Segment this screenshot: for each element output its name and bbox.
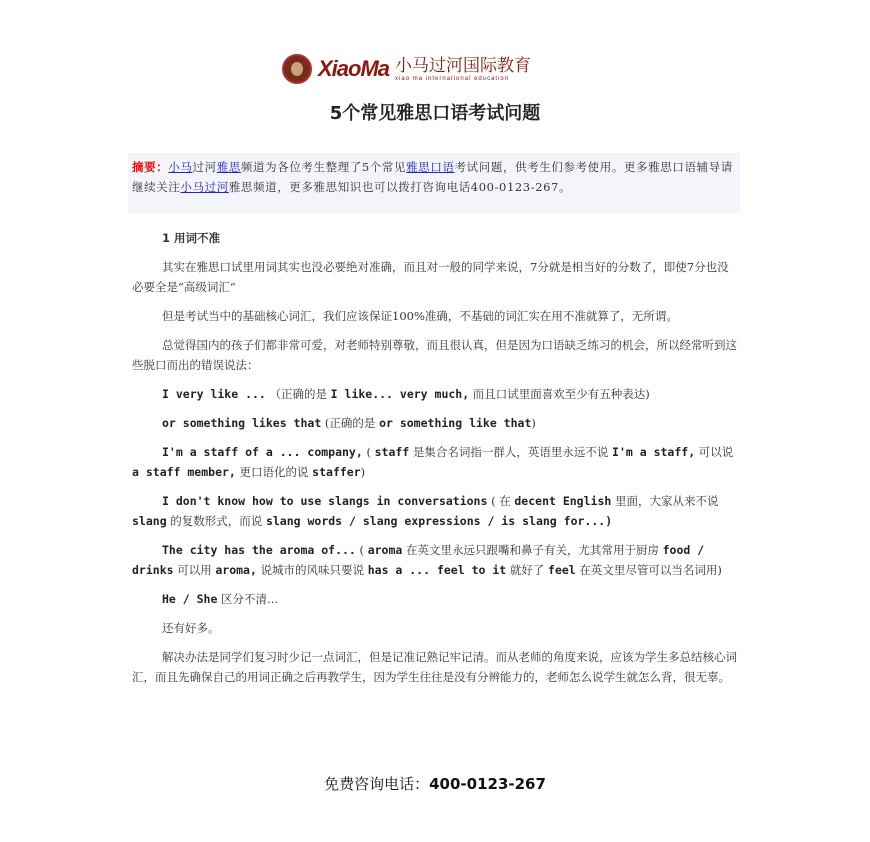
english-example: or something likes that [162, 416, 322, 430]
paragraph-text: 其实在雅思口试里用词其实也没必要绝对准确，而且对一般的同学来说，7分就是相当好的分数了，即使7分也没必要全是“高级词汇“ [132, 260, 729, 294]
english-example: or something like that [379, 416, 532, 430]
summary-link[interactable]: 小马 [168, 160, 193, 174]
paragraph-text: ( [355, 543, 368, 557]
footer-label: 免费咨询电话： [324, 775, 430, 793]
paragraph-text: 就好了 [506, 563, 549, 577]
paragraph-text: ) [360, 465, 366, 479]
paragraph-text: 更口语化的说 [235, 465, 313, 479]
paragraph-text: （正确的是 [265, 387, 331, 401]
logo-emblem-icon [282, 54, 312, 84]
paragraph [132, 442, 738, 482]
english-example: I'm a staff, [612, 445, 696, 459]
paragraph [132, 491, 738, 531]
english-example: He / She [162, 592, 218, 606]
paragraph-text: 还有好多。 [162, 621, 220, 635]
summary-text: 频道为各位考生整理了5个常见 [240, 160, 407, 174]
section-heading: 1 用词不准 [162, 231, 221, 245]
paragraph-text: 可以用 [173, 563, 216, 577]
paragraph-text: 但是考试当中的基础核心词汇，我们应该保证100%准确，不基础的词汇实在用不准就算了，无所谓。 [162, 309, 678, 323]
paragraph-text: 在英文里尽管可以当名词用) [575, 563, 722, 577]
paragraph [132, 589, 738, 609]
paragraph-text: 在英文里永远只跟嘴和鼻子有关，尤其常用于厨房 [402, 543, 663, 557]
english-example: staff [374, 445, 410, 459]
summary-label: 摘要： [132, 160, 169, 174]
english-example: aroma, [215, 563, 257, 577]
paragraph-text: ( [362, 445, 375, 459]
paragraph [132, 257, 738, 297]
english-example: The city has the aroma of... [162, 543, 356, 557]
paragraph-text: 解决办法是同学们复习时少记一点词汇，但是记准记熟记牢记清。而从老师的角度来说，应该为学生多总结核心词汇，而且先确保自己的用词正确之后再教学生，因为学生往往是没有分辨能力的，老师怎么说学生就怎么背，很无辜。 [132, 650, 737, 684]
summary-box [128, 153, 740, 213]
summary-text: 过河 [192, 160, 217, 174]
summary-link[interactable]: 雅思 [216, 160, 241, 174]
english-example: aroma [367, 543, 403, 557]
english-example: I like... very much, [330, 387, 470, 401]
logo-text-cn: 小马过河国际教育 [395, 55, 532, 76]
english-example: a staff member, [132, 465, 236, 479]
english-example: I very like ... [162, 387, 266, 401]
summary-text: 雅思频道，更多雅思知识也可以拨打咨询电话400-0123-267。 [228, 180, 572, 194]
logo [282, 52, 592, 86]
english-example: feel [548, 563, 576, 577]
english-example: slang words / slang expressions / is slang for...) [265, 514, 613, 528]
paragraph-text: 里面，大家从来不说 [611, 494, 719, 508]
english-example: I'm a staff of a ... company, [162, 445, 363, 459]
paragraph-text: (正确的是 [321, 416, 380, 430]
english-example: slang [132, 514, 167, 528]
paragraph-text: 区分不清... [217, 592, 279, 606]
english-example: has a ... feel to it [367, 563, 507, 577]
english-example: staffer [312, 465, 361, 479]
paragraph [132, 413, 738, 433]
paragraph-text: 而且口试里面喜欢至少有五种表达) [469, 387, 650, 401]
paragraph-text: 的复数形式，而说 [166, 514, 266, 528]
paragraph [132, 335, 738, 375]
paragraph [132, 384, 738, 404]
paragraph [132, 618, 738, 638]
logo-text-en: XiaoMa [318, 56, 390, 81]
paragraph [132, 306, 738, 326]
summary-link[interactable]: 雅思口语 [406, 160, 455, 174]
article-body [132, 228, 738, 696]
paragraph [132, 540, 738, 580]
english-example: decent English [514, 494, 612, 508]
page-title: 5个常见雅思口语考试问题 [329, 103, 541, 124]
logo-subtitle: xiao ma international education [395, 75, 510, 82]
paragraph-text: 可以说 [695, 445, 734, 459]
english-example: food / drinks [132, 543, 705, 577]
paragraph-text: 总觉得国内的孩子们都非常可爱，对老师特别尊敬，而且很认真，但是因为口语缺乏练习的机会，所以经常听到这些脱口而出的错误说法： [132, 338, 737, 372]
footer-contact [0, 773, 870, 794]
summary-text: 考试问题，供考生们参考使用。更多雅思口语辅导请继续关注 [132, 160, 733, 194]
paragraph-text: ) [531, 416, 536, 430]
footer-phone: 400-0123-267 [429, 775, 546, 793]
english-example: I don't know how to use slangs in conversations [162, 494, 488, 508]
paragraph-text: ( 在 [487, 494, 515, 508]
paragraph-text: 是集合名词指一群人，英语里永远不说 [409, 445, 613, 459]
summary-link[interactable]: 小马过河 [180, 180, 229, 194]
paragraph [132, 647, 738, 687]
paragraph-text: 说城市的风味只要说 [256, 563, 368, 577]
